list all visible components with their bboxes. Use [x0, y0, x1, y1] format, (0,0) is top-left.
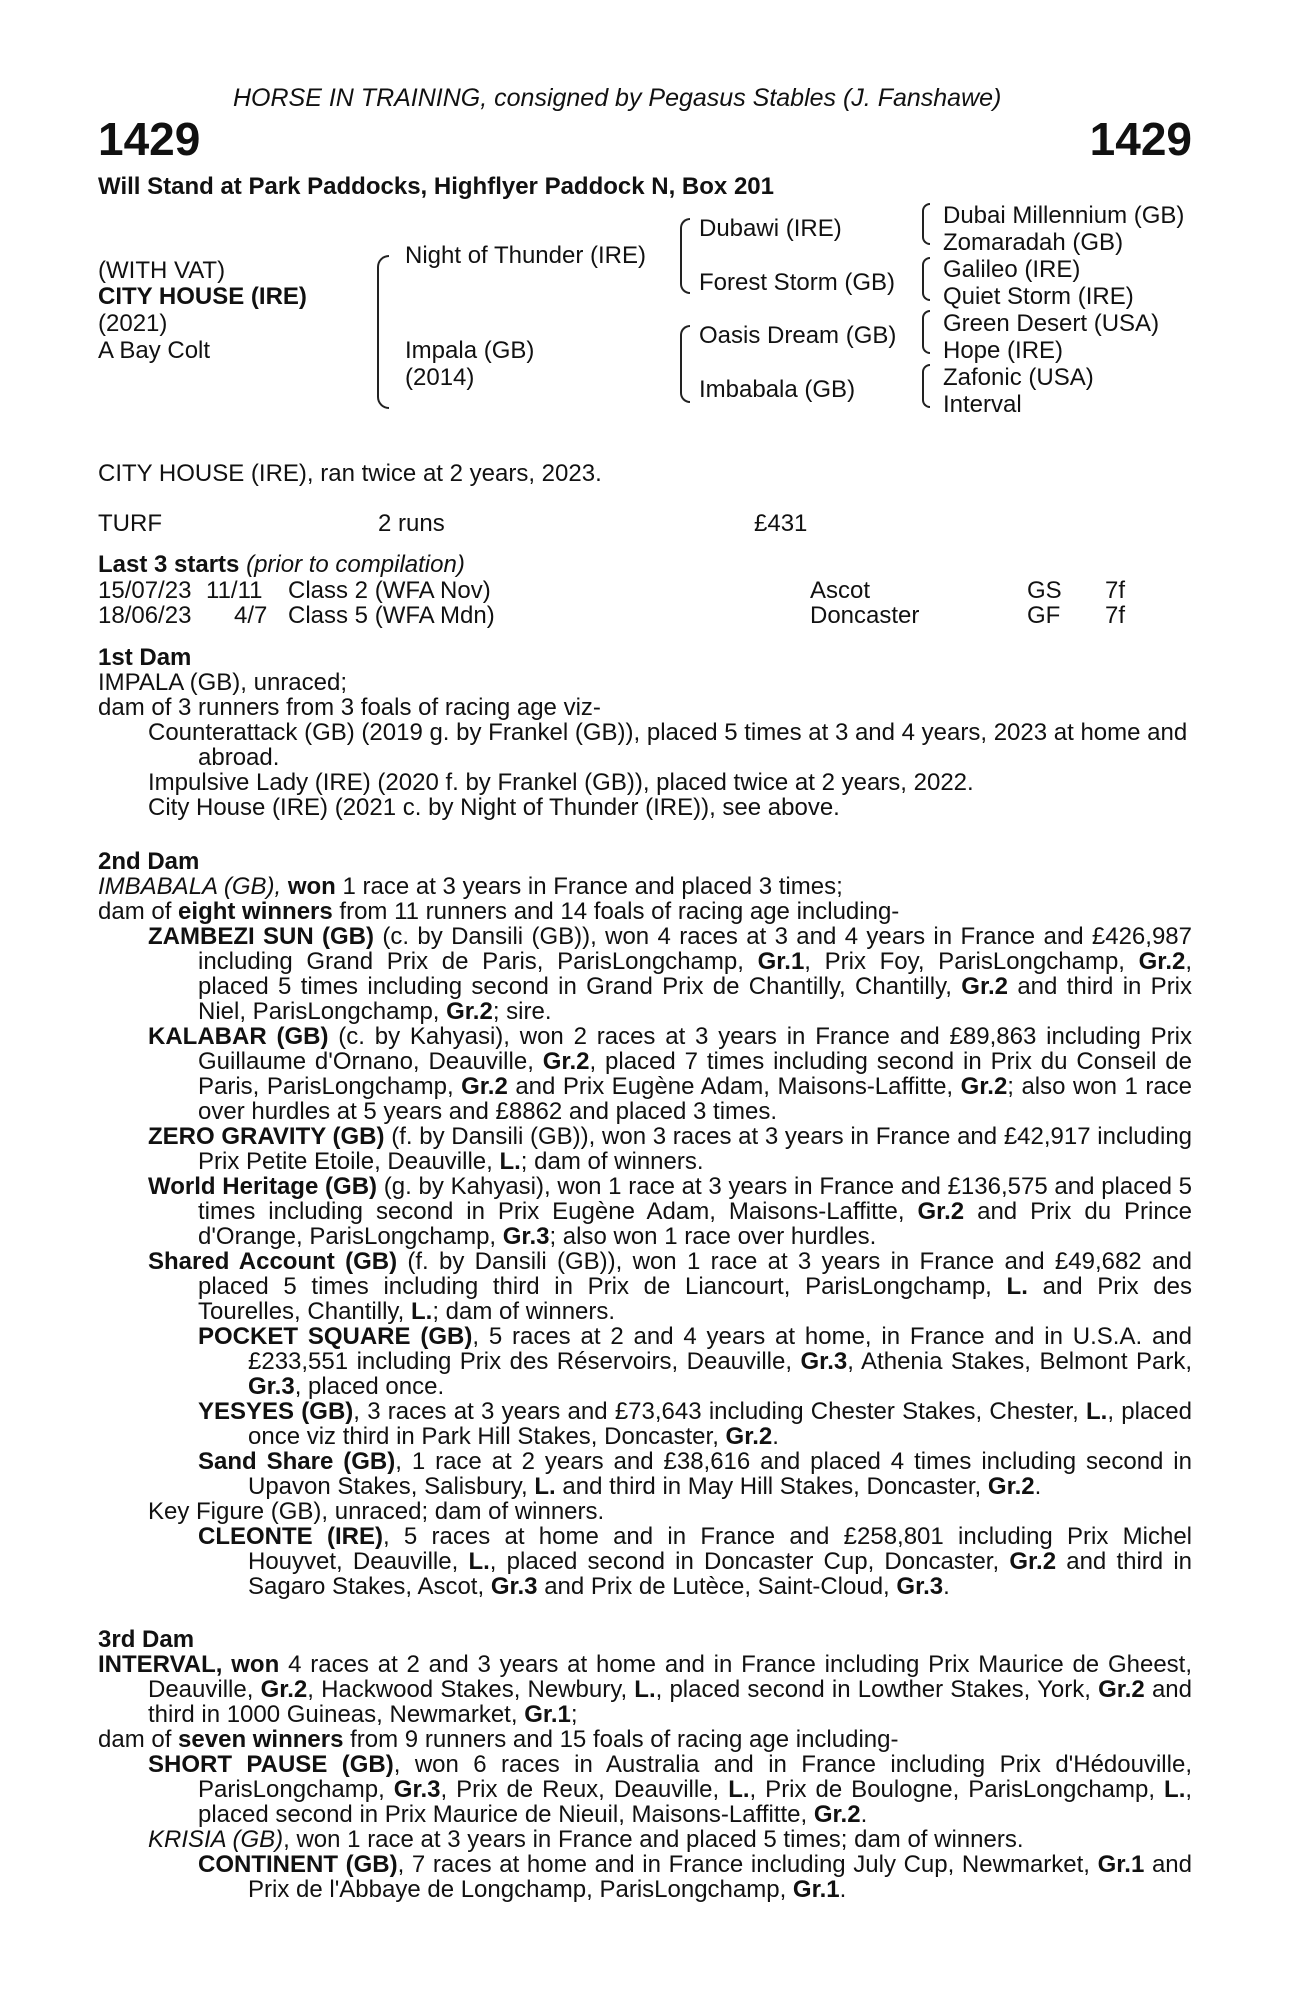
produce-entry: Counterattack (GB) (2019 g. by Frankel (GB)), placed 5 times at 3 and 4 years, 2023 at home and abroad.: [148, 719, 1188, 771]
listed: L.: [499, 1148, 521, 1175]
entry-text: and Prix de l'Abbaye de Longchamp, ParisLongchamp,: [248, 1851, 1192, 1903]
produce-entry: [98, 1449, 1192, 1499]
horse-name-bold: Shared Account (GB): [148, 1248, 398, 1275]
entry-text: .: [860, 1801, 868, 1828]
brace-ss: [922, 203, 930, 245]
produce-entry: [98, 1024, 1192, 1124]
produce-entry: [98, 1852, 1192, 1902]
entry-text: and third in 1000 Guineas, Newmarket,: [148, 1676, 1192, 1728]
entry-text: and Prix Eugène Adam, Maisons-Laffitte,: [515, 1073, 954, 1100]
race-summary: CITY HOUSE (IRE), ran twice at 2 years, 2023.: [98, 460, 602, 487]
first-dam-line: IMPALA (GB), unraced;: [98, 669, 347, 696]
pedigree-ddd: Interval: [943, 391, 1022, 418]
pedigree-sdd: Quiet Storm (IRE): [943, 283, 1134, 310]
listed: L.: [634, 1676, 656, 1703]
pedigree-sss: Dubai Millennium (GB): [943, 202, 1185, 229]
dam-record: 1 race at 3 years in France and placed 3 times;: [342, 873, 843, 900]
produce-entry: [98, 1752, 1192, 1827]
pedigree-sds: Galileo (IRE): [943, 256, 1081, 283]
produce-entry: [98, 1324, 1192, 1399]
record-surface: TURF: [98, 510, 162, 537]
record-earnings: £431: [754, 510, 808, 537]
produce-entry: [98, 1399, 1192, 1449]
horse-name-bold: ZERO GRAVITY (GB): [148, 1123, 385, 1150]
entry-text: and Prix de Lutèce, Saint-Cloud,: [544, 1573, 890, 1600]
third-dam-heading: 3rd Dam: [98, 1626, 195, 1653]
produce-entry: [98, 1174, 1192, 1249]
second-dam-section: [98, 849, 1192, 1599]
pedigree-sire-dam: Forest Storm (GB): [699, 269, 896, 296]
pedigree-dam-sire: Oasis Dream (GB): [699, 322, 897, 349]
pedigree-brace-sire: [680, 218, 690, 294]
grade: Gr.1: [524, 1701, 571, 1728]
grade: Gr.2: [1098, 1676, 1145, 1703]
grade: Gr.2: [960, 1073, 1008, 1100]
pedigree-dsd: Hope (IRE): [943, 337, 1064, 364]
grade: Gr.3: [393, 1776, 441, 1803]
produce-rest: from 11 runners and 14 foals of racing age including-: [339, 898, 900, 925]
entry-text: , 3 races at 3 years and £73,643 including Chester Stakes, Chester,: [353, 1398, 1079, 1425]
grade: Gr.2: [446, 998, 493, 1025]
pedigree-dss: Green Desert (USA): [943, 310, 1160, 337]
grade: Gr.2: [725, 1423, 773, 1450]
lot-number-left: 1429: [98, 113, 201, 165]
grade: Gr.2: [813, 1801, 861, 1828]
entry-text: 4 races at 2 and 3 years at home and in France including Prix Maurice de Gheest, Deauville,: [148, 1651, 1193, 1703]
grade: Gr.2: [987, 1473, 1035, 1500]
entry-text: , placed 5 times including second in Grand Prix de Chantilly, Chantilly,: [198, 948, 1193, 1000]
entry-text: , placed 7 times including second in Prix du Conseil de Paris, ParisLongchamp,: [198, 1048, 1193, 1100]
horse-name-bold: ZAMBEZI SUN (GB): [148, 923, 375, 950]
first-dam-produce-line: dam of 3 runners from 3 foals of racing age viz-: [98, 694, 601, 721]
won-text: won: [287, 873, 336, 900]
pedigree-brace-main: [377, 255, 389, 409]
pedigree-dds: Zafonic (USA): [943, 364, 1094, 391]
produce-entry: Impulsive Lady (IRE) (2020 f. by Frankel (GB)), placed twice at 2 years, 2022.: [148, 769, 974, 796]
entry-text: , 1 race at 2 years and £38,616 and placed 4 times including second in Upavon Stakes, Salisbury,: [248, 1448, 1192, 1500]
produce-entry: [98, 924, 1192, 1024]
pedigree-dam: Impala (GB): [405, 337, 535, 364]
grade: Gr.3: [800, 1348, 848, 1375]
start-race: Class 2 (WFA Nov): [288, 577, 491, 604]
entry-text: ; dam of winners.: [432, 1298, 616, 1325]
horse-description: A Bay Colt: [98, 337, 211, 364]
listed: L.: [1164, 1776, 1186, 1803]
stand-location: Will Stand at Park Paddocks, Highflyer Paddock N, Box 201: [98, 173, 774, 200]
entry-text: , Athenia Stakes, Belmont Park,: [847, 1348, 1192, 1375]
third-dam-section: [98, 1627, 1192, 1902]
horse-name-bold: CONTINENT (GB): [198, 1851, 398, 1878]
entry-text: , placed second in Lowther Stakes, York,: [655, 1676, 1091, 1703]
horse-year: (2021): [98, 310, 168, 337]
second-dam-produce-line: [98, 899, 1192, 924]
horse-name-bold: KALABAR (GB): [148, 1023, 329, 1050]
entry-text: , placed once viz third in Park Hill Stakes, Doncaster,: [248, 1398, 1192, 1450]
listed: L.: [468, 1548, 490, 1575]
first-dam-heading: 1st Dam: [98, 644, 192, 671]
entry-text: and third in Sagaro Stakes, Ascot,: [248, 1548, 1193, 1600]
grade: Gr.3: [490, 1573, 538, 1600]
produce-entry: [98, 1827, 1192, 1852]
entry-text: .: [1034, 1473, 1042, 1500]
listed: L.: [728, 1776, 750, 1803]
entry-text: (g. by Kahyasi), won 1 race at 3 years in France and £136,575 and placed 5 times including second in Prix Eugène Adam, Maisons-Laffitte,: [198, 1173, 1193, 1225]
entry-text: , won 1 race at 3 years in France and placed 5 times; dam of winners.: [283, 1826, 1024, 1853]
listed: L.: [534, 1473, 556, 1500]
entry-text: , 5 races at 2 and 4 years at home, in France and in U.S.A. and £233,551 including Prix des Réservoirs, Deauville,: [248, 1323, 1193, 1375]
entry-text: ; also won 1 race over hurdles.: [549, 1223, 877, 1250]
pedigree-dam-year: (2014): [405, 364, 475, 391]
horse-name-bold: Sand Share (GB): [198, 1448, 396, 1475]
grade: Gr.2: [1138, 948, 1186, 975]
entry-text: ; dam of winners.: [520, 1148, 704, 1175]
start-position: 11/11: [206, 577, 263, 604]
entry-text: , won 6 races in Australia and in France including Prix d'Hédouville, ParisLongchamp,: [198, 1751, 1192, 1803]
entry-text: and Prix des Tourelles, Chantilly,: [198, 1273, 1192, 1325]
grade: Gr.1: [1097, 1851, 1145, 1878]
last-starts-heading: [98, 552, 465, 577]
listed: L.: [1086, 1398, 1108, 1425]
dam-name: INTERVAL,: [98, 1651, 223, 1678]
last-starts-note: (prior to compilation): [246, 551, 465, 578]
entry-text: (c. by Kahyasi), won 2 races at 3 years in France and £89,863 including Prix Guillaume d'Ornano, Deauville,: [198, 1023, 1192, 1075]
second-dam-heading: 2nd Dam: [98, 848, 200, 875]
horse-name-bold: POCKET SQUARE (GB): [198, 1323, 473, 1350]
start-distance: 7f: [1105, 602, 1126, 629]
horse-name: CITY HOUSE (IRE): [98, 283, 307, 310]
pedigree-ssd: Zomaradah (GB): [943, 229, 1124, 256]
listed: L.: [1006, 1273, 1028, 1300]
entry-text: , 5 races at home and in France and £258,801 including Prix Michel Houyvet, Deauville,: [248, 1523, 1192, 1575]
entry-text: .: [943, 1573, 950, 1600]
grade: Gr.2: [461, 1073, 508, 1100]
brace-ds: [922, 310, 930, 354]
start-course: Doncaster: [810, 602, 920, 629]
entry-text: , Prix de Reux, Deauville,: [440, 1776, 720, 1803]
start-distance: 7f: [1105, 577, 1126, 604]
won-text: won: [231, 1651, 280, 1678]
entry-text: .: [839, 1876, 847, 1903]
start-race: Class 5 (WFA Mdn): [288, 602, 495, 629]
horse-name-bold: YESYES (GB): [198, 1398, 354, 1425]
pedigree-dam-dam: Imbabala (GB): [699, 376, 856, 403]
grade: Gr.3: [248, 1373, 295, 1400]
brace-dd: [922, 364, 930, 408]
produce-prefix: dam of: [98, 898, 172, 925]
entry-text: , Prix Foy, ParisLongchamp,: [804, 948, 1125, 975]
second-dam-line: [98, 874, 1192, 899]
entry-text: and third in Prix Niel, ParisLongchamp,: [198, 973, 1193, 1025]
entry-text: , Prix de Boulogne, ParisLongchamp,: [749, 1776, 1156, 1803]
start-date: 18/06/23: [98, 602, 192, 629]
horse-name-bold: CLEONTE (IRE): [198, 1523, 383, 1550]
grade: Gr.2: [961, 973, 1008, 1000]
start-position: 4/7: [234, 602, 268, 629]
winners-count: seven winners: [178, 1726, 344, 1753]
produce-entry: [98, 1249, 1192, 1324]
entry-text: , placed second in Prix Maurice de Nieuil, Maisons-Laffitte,: [198, 1776, 1193, 1828]
grade: Gr.2: [542, 1048, 590, 1075]
horse-name-italic: KRISIA (GB): [148, 1826, 284, 1853]
pedigree-brace-dam: [680, 325, 690, 403]
produce-rest: from 9 runners and 15 foals of racing age including-: [350, 1726, 899, 1753]
record-runs: 2 runs: [378, 510, 445, 537]
entry-text: , 7 races at home and in France including July Cup, Newmarket,: [397, 1851, 1090, 1878]
start-going: GF: [1027, 602, 1061, 629]
consignment-line: HORSE IN TRAINING, consigned by Pegasus Stables (J. Fanshawe): [233, 84, 1002, 112]
entry-text: , Hackwood Stakes, Newbury,: [307, 1676, 628, 1703]
horse-name-bold: World Heritage (GB): [148, 1173, 378, 1200]
grade: Gr.3: [896, 1573, 944, 1600]
pedigree-sire: Night of Thunder (IRE): [405, 242, 646, 269]
produce-entry: Key Figure (GB), unraced; dam of winners.: [148, 1498, 605, 1525]
grade: Gr.2: [260, 1676, 308, 1703]
grade: Gr.1: [757, 948, 805, 975]
grade: Gr.3: [502, 1223, 550, 1250]
third-dam-record: [98, 1652, 1192, 1727]
entry-text: , placed second in Doncaster Cup, Doncaster,: [489, 1548, 1000, 1575]
entry-text: ; sire.: [492, 998, 552, 1025]
entry-text: ; also won 1 race over hurdles at 5 years and £8862 and placed 3 times.: [198, 1073, 1193, 1125]
grade: Gr.2: [917, 1198, 965, 1225]
brace-sd: [922, 257, 930, 301]
grade: Gr.1: [792, 1876, 840, 1903]
entry-text: ;: [570, 1701, 578, 1728]
entry-text: and Prix du Prince d'Orange, ParisLongchamp,: [198, 1198, 1193, 1250]
entry-text: (f. by Dansili (GB)), won 3 races at 3 years in France and £42,917 including Prix Petite Etoile, Deauville,: [198, 1123, 1193, 1175]
entry-text: .: [772, 1423, 779, 1450]
grade: Gr.2: [1009, 1548, 1057, 1575]
pedigree-sire-sire: Dubawi (IRE): [699, 215, 842, 242]
vat-note: (WITH VAT): [98, 257, 226, 284]
horse-name-bold: SHORT PAUSE (GB): [148, 1751, 394, 1778]
last-starts-title: Last 3 starts: [98, 551, 240, 578]
entry-text: and third in May Hill Stakes, Doncaster,: [562, 1473, 982, 1500]
produce-entry: [98, 1524, 1192, 1599]
produce-prefix: dam of: [98, 1726, 172, 1753]
start-going: GS: [1027, 577, 1062, 604]
winners-count: eight winners: [178, 898, 333, 925]
third-dam-produce-line: [98, 1727, 1192, 1752]
produce-entry: City House (IRE) (2021 c. by Night of Thunder (IRE)), see above.: [148, 794, 840, 821]
first-dam-section: [98, 645, 1192, 820]
start-course: Ascot: [810, 577, 871, 604]
entry-text: , placed once.: [294, 1373, 445, 1400]
listed: L.: [410, 1298, 433, 1325]
produce-entry: [98, 1124, 1192, 1174]
entry-text: (c. by Dansili (GB)), won 4 races at 3 and 4 years in France and £426,987 including Grand Prix de Paris, ParisLongchamp,: [198, 923, 1192, 975]
dam-name: IMBABALA (GB),: [98, 873, 282, 900]
entry-text: (f. by Dansili (GB)), won 1 race at 3 years in France and £49,682 and placed 5 times including third in Prix de Liancourt, ParisLongchamp,: [198, 1248, 1193, 1300]
lot-number-right: 1429: [1089, 113, 1192, 165]
start-date: 15/07/23: [98, 577, 192, 604]
